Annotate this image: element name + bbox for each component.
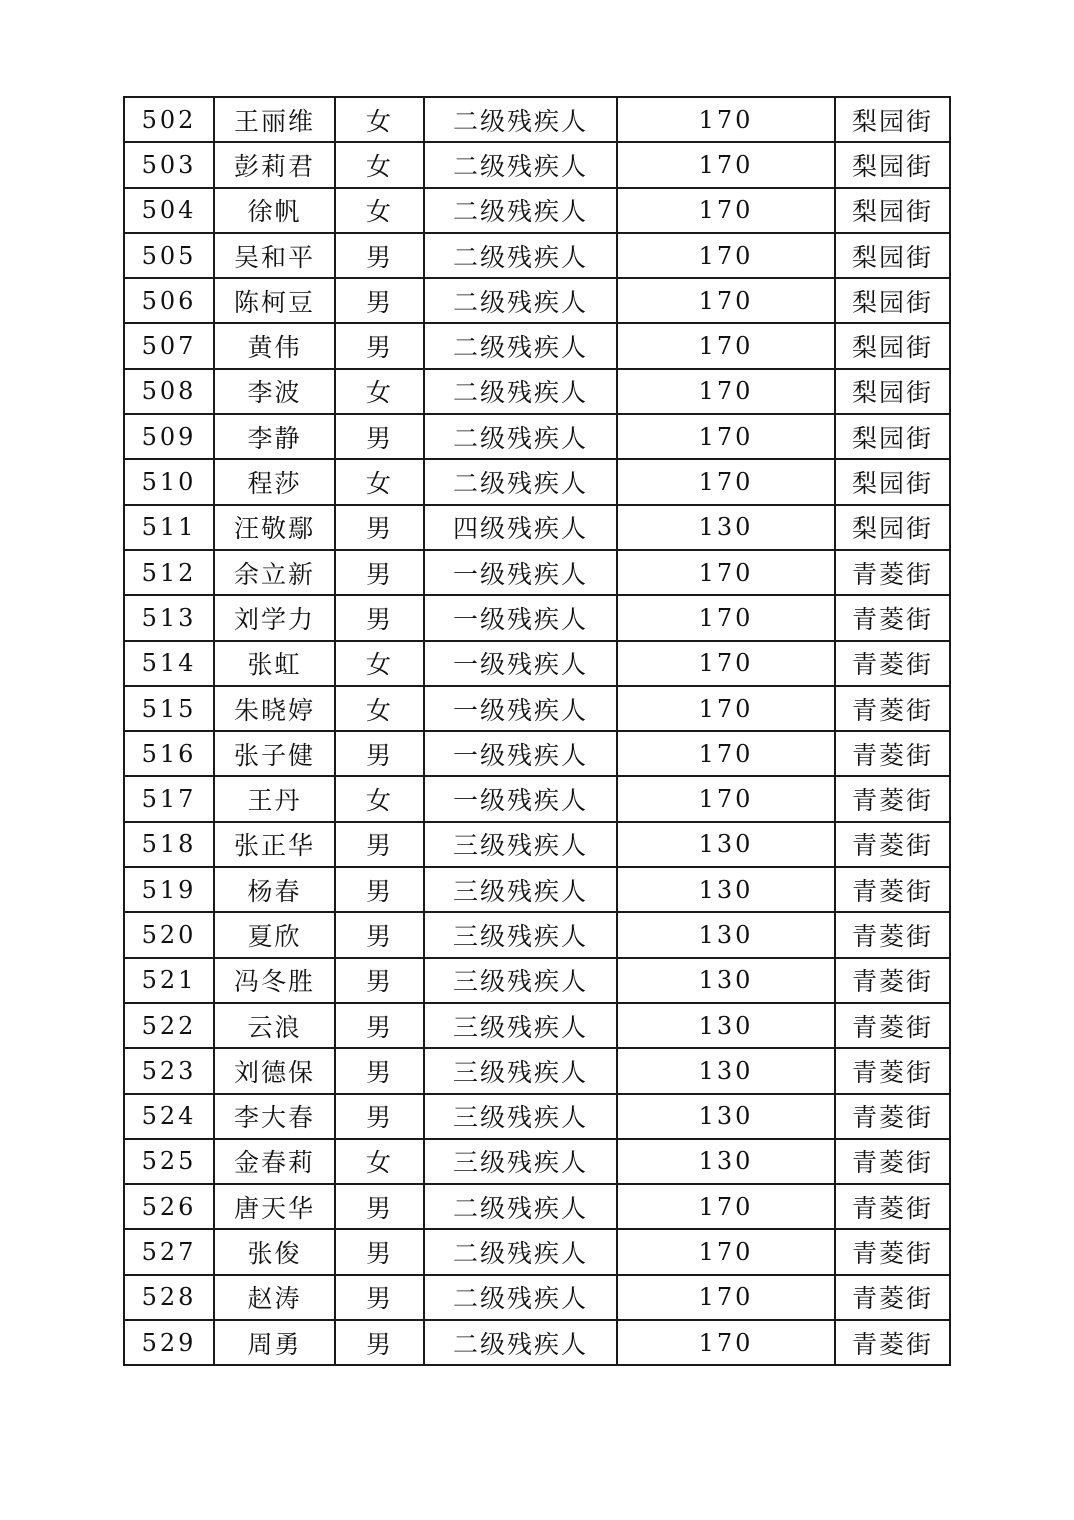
cell-street: 青菱街 <box>835 1094 950 1139</box>
cell-index: 512 <box>124 550 214 595</box>
cell-index: 519 <box>124 867 214 912</box>
cell-street: 青菱街 <box>835 1184 950 1229</box>
cell-index: 524 <box>124 1094 214 1139</box>
table-row <box>124 233 950 278</box>
cell-street: 青菱街 <box>835 776 950 821</box>
cell-gender: 男 <box>335 1184 424 1229</box>
cell-gender: 男 <box>335 1048 424 1093</box>
cell-index: 520 <box>124 912 214 957</box>
cell-disability-level: 二级残疾人 <box>424 369 617 414</box>
roster-table <box>123 96 951 1366</box>
cell-name: 刘学力 <box>214 595 335 640</box>
table-row <box>124 1229 950 1274</box>
cell-street: 青菱街 <box>835 641 950 686</box>
cell-amount: 170 <box>617 641 835 686</box>
cell-street: 青菱街 <box>835 1003 950 1048</box>
cell-street: 梨园街 <box>835 142 950 187</box>
cell-name: 唐天华 <box>214 1184 335 1229</box>
cell-street: 梨园街 <box>835 505 950 550</box>
cell-disability-level: 一级残疾人 <box>424 595 617 640</box>
cell-gender: 女 <box>335 97 424 142</box>
cell-disability-level: 一级残疾人 <box>424 731 617 776</box>
cell-amount: 130 <box>617 1094 835 1139</box>
cell-name: 冯冬胜 <box>214 958 335 1003</box>
cell-disability-level: 二级残疾人 <box>424 1229 617 1274</box>
cell-index: 506 <box>124 278 214 323</box>
cell-street: 梨园街 <box>835 459 950 504</box>
cell-index: 502 <box>124 97 214 142</box>
cell-street: 青菱街 <box>835 686 950 731</box>
cell-gender: 女 <box>335 776 424 821</box>
cell-name: 彭莉君 <box>214 142 335 187</box>
table-row <box>124 822 950 867</box>
cell-amount: 170 <box>617 97 835 142</box>
table-row <box>124 97 950 142</box>
cell-name: 金春莉 <box>214 1139 335 1184</box>
cell-street: 梨园街 <box>835 323 950 368</box>
cell-street: 青菱街 <box>835 731 950 776</box>
cell-name: 张俊 <box>214 1229 335 1274</box>
cell-street: 青菱街 <box>835 912 950 957</box>
table-row <box>124 1275 950 1320</box>
cell-index: 515 <box>124 686 214 731</box>
table-row <box>124 595 950 640</box>
cell-amount: 170 <box>617 459 835 504</box>
cell-gender: 男 <box>335 731 424 776</box>
cell-amount: 170 <box>617 731 835 776</box>
cell-disability-level: 四级残疾人 <box>424 505 617 550</box>
cell-name: 张正华 <box>214 822 335 867</box>
cell-gender: 男 <box>335 233 424 278</box>
cell-gender: 男 <box>335 912 424 957</box>
cell-disability-level: 一级残疾人 <box>424 641 617 686</box>
cell-street: 梨园街 <box>835 97 950 142</box>
roster-table-body <box>124 97 950 1365</box>
cell-amount: 130 <box>617 1048 835 1093</box>
cell-amount: 130 <box>617 822 835 867</box>
table-row <box>124 641 950 686</box>
cell-gender: 男 <box>335 505 424 550</box>
cell-amount: 170 <box>617 233 835 278</box>
cell-disability-level: 三级残疾人 <box>424 822 617 867</box>
table-row <box>124 369 950 414</box>
table-row <box>124 1320 950 1365</box>
cell-name: 程莎 <box>214 459 335 504</box>
cell-index: 513 <box>124 595 214 640</box>
cell-amount: 170 <box>617 550 835 595</box>
table-row <box>124 1094 950 1139</box>
cell-disability-level: 二级残疾人 <box>424 323 617 368</box>
cell-name: 余立新 <box>214 550 335 595</box>
cell-index: 517 <box>124 776 214 821</box>
table-row <box>124 958 950 1003</box>
cell-street: 青菱街 <box>835 550 950 595</box>
cell-disability-level: 二级残疾人 <box>424 188 617 233</box>
table-row <box>124 912 950 957</box>
cell-index: 503 <box>124 142 214 187</box>
cell-disability-level: 三级残疾人 <box>424 1139 617 1184</box>
cell-street: 青菱街 <box>835 867 950 912</box>
cell-name: 徐帆 <box>214 188 335 233</box>
cell-amount: 130 <box>617 1139 835 1184</box>
cell-gender: 男 <box>335 323 424 368</box>
cell-name: 李大春 <box>214 1094 335 1139</box>
cell-disability-level: 三级残疾人 <box>424 912 617 957</box>
cell-street: 梨园街 <box>835 188 950 233</box>
cell-amount: 170 <box>617 595 835 640</box>
cell-amount: 170 <box>617 188 835 233</box>
cell-amount: 130 <box>617 505 835 550</box>
cell-gender: 男 <box>335 822 424 867</box>
cell-disability-level: 二级残疾人 <box>424 1275 617 1320</box>
cell-street: 青菱街 <box>835 1320 950 1365</box>
cell-disability-level: 二级残疾人 <box>424 459 617 504</box>
table-row <box>124 731 950 776</box>
cell-amount: 170 <box>617 369 835 414</box>
table-row <box>124 414 950 459</box>
cell-name: 陈柯豆 <box>214 278 335 323</box>
cell-gender: 女 <box>335 686 424 731</box>
table-row <box>124 1139 950 1184</box>
cell-index: 510 <box>124 459 214 504</box>
cell-index: 508 <box>124 369 214 414</box>
cell-disability-level: 一级残疾人 <box>424 550 617 595</box>
cell-index: 514 <box>124 641 214 686</box>
cell-street: 青菱街 <box>835 1229 950 1274</box>
cell-index: 511 <box>124 505 214 550</box>
cell-name: 王丽维 <box>214 97 335 142</box>
cell-street: 梨园街 <box>835 414 950 459</box>
table-row <box>124 142 950 187</box>
cell-gender: 女 <box>335 369 424 414</box>
table-row <box>124 1184 950 1229</box>
cell-name: 夏欣 <box>214 912 335 957</box>
table-row <box>124 550 950 595</box>
cell-disability-level: 三级残疾人 <box>424 1048 617 1093</box>
cell-gender: 男 <box>335 278 424 323</box>
cell-disability-level: 三级残疾人 <box>424 1094 617 1139</box>
table-row <box>124 323 950 368</box>
cell-index: 523 <box>124 1048 214 1093</box>
table-row <box>124 867 950 912</box>
cell-street: 青菱街 <box>835 958 950 1003</box>
cell-index: 505 <box>124 233 214 278</box>
cell-disability-level: 三级残疾人 <box>424 958 617 1003</box>
table-row <box>124 686 950 731</box>
cell-index: 521 <box>124 958 214 1003</box>
cell-name: 李静 <box>214 414 335 459</box>
cell-index: 516 <box>124 731 214 776</box>
cell-gender: 女 <box>335 188 424 233</box>
cell-index: 527 <box>124 1229 214 1274</box>
cell-street: 梨园街 <box>835 369 950 414</box>
cell-name: 朱晓婷 <box>214 686 335 731</box>
cell-name: 李波 <box>214 369 335 414</box>
cell-disability-level: 二级残疾人 <box>424 97 617 142</box>
cell-street: 青菱街 <box>835 1139 950 1184</box>
cell-disability-level: 三级残疾人 <box>424 1003 617 1048</box>
cell-amount: 130 <box>617 867 835 912</box>
cell-index: 504 <box>124 188 214 233</box>
table-row <box>124 505 950 550</box>
cell-gender: 男 <box>335 1275 424 1320</box>
cell-index: 525 <box>124 1139 214 1184</box>
cell-disability-level: 二级残疾人 <box>424 1320 617 1365</box>
table-row <box>124 1003 950 1048</box>
cell-name: 周勇 <box>214 1320 335 1365</box>
cell-gender: 女 <box>335 641 424 686</box>
cell-amount: 130 <box>617 1003 835 1048</box>
cell-name: 汪敬鄢 <box>214 505 335 550</box>
cell-amount: 170 <box>617 1320 835 1365</box>
cell-disability-level: 二级残疾人 <box>424 1184 617 1229</box>
table-row <box>124 1048 950 1093</box>
cell-disability-level: 二级残疾人 <box>424 142 617 187</box>
cell-index: 522 <box>124 1003 214 1048</box>
cell-amount: 170 <box>617 323 835 368</box>
cell-gender: 男 <box>335 867 424 912</box>
cell-index: 526 <box>124 1184 214 1229</box>
cell-gender: 男 <box>335 550 424 595</box>
cell-name: 张虹 <box>214 641 335 686</box>
cell-name: 吴和平 <box>214 233 335 278</box>
cell-gender: 男 <box>335 1229 424 1274</box>
cell-amount: 170 <box>617 1275 835 1320</box>
cell-disability-level: 一级残疾人 <box>424 776 617 821</box>
cell-gender: 男 <box>335 958 424 1003</box>
cell-index: 509 <box>124 414 214 459</box>
cell-disability-level: 一级残疾人 <box>424 686 617 731</box>
cell-gender: 男 <box>335 1094 424 1139</box>
cell-street: 青菱街 <box>835 1048 950 1093</box>
cell-amount: 170 <box>617 414 835 459</box>
cell-street: 梨园街 <box>835 233 950 278</box>
cell-amount: 170 <box>617 142 835 187</box>
cell-street: 青菱街 <box>835 1275 950 1320</box>
cell-disability-level: 二级残疾人 <box>424 233 617 278</box>
cell-street: 青菱街 <box>835 595 950 640</box>
cell-amount: 130 <box>617 958 835 1003</box>
cell-index: 507 <box>124 323 214 368</box>
cell-gender: 男 <box>335 414 424 459</box>
table-row <box>124 459 950 504</box>
cell-gender: 男 <box>335 1320 424 1365</box>
cell-disability-level: 三级残疾人 <box>424 867 617 912</box>
cell-amount: 170 <box>617 1184 835 1229</box>
table-row <box>124 278 950 323</box>
cell-name: 黄伟 <box>214 323 335 368</box>
cell-amount: 170 <box>617 278 835 323</box>
cell-name: 杨春 <box>214 867 335 912</box>
cell-disability-level: 二级残疾人 <box>424 278 617 323</box>
cell-name: 张子健 <box>214 731 335 776</box>
cell-gender: 女 <box>335 459 424 504</box>
cell-street: 青菱街 <box>835 822 950 867</box>
cell-gender: 男 <box>335 595 424 640</box>
cell-name: 王丹 <box>214 776 335 821</box>
cell-index: 529 <box>124 1320 214 1365</box>
cell-street: 梨园街 <box>835 278 950 323</box>
cell-name: 赵涛 <box>214 1275 335 1320</box>
cell-name: 刘德保 <box>214 1048 335 1093</box>
cell-amount: 130 <box>617 912 835 957</box>
cell-disability-level: 二级残疾人 <box>424 414 617 459</box>
cell-gender: 女 <box>335 142 424 187</box>
table-row <box>124 776 950 821</box>
cell-amount: 170 <box>617 1229 835 1274</box>
cell-gender: 男 <box>335 1003 424 1048</box>
cell-amount: 170 <box>617 686 835 731</box>
cell-name: 云浪 <box>214 1003 335 1048</box>
cell-gender: 女 <box>335 1139 424 1184</box>
cell-index: 528 <box>124 1275 214 1320</box>
cell-index: 518 <box>124 822 214 867</box>
table-row <box>124 188 950 233</box>
cell-amount: 170 <box>617 776 835 821</box>
